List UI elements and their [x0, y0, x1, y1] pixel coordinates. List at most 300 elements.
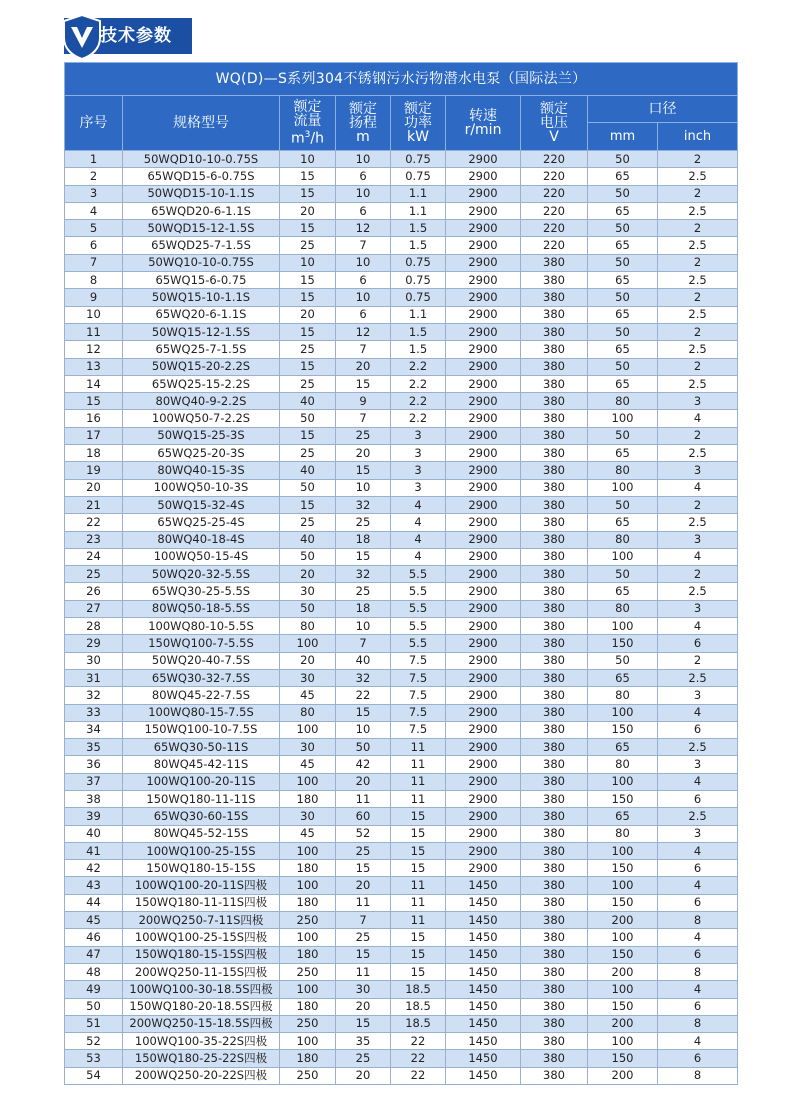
table-row	[65, 998, 738, 1015]
cell-bore-mm: 65	[588, 514, 658, 531]
cell-bore-inch: 2.5	[658, 306, 738, 323]
cell-bore-mm: 50	[588, 185, 658, 202]
cell-flow: 25	[280, 341, 336, 358]
cell-power: 5.5	[391, 635, 446, 652]
cell-model: 65WQ25-20-3S	[123, 445, 280, 462]
cell-flow: 100	[280, 635, 336, 652]
cell-bore-inch: 2	[658, 151, 738, 168]
cell-power: 3	[391, 445, 446, 462]
cell-voltage: 380	[521, 687, 588, 704]
cell-model: 150WQ100-10-7.5S	[123, 721, 280, 738]
cell-flow: 30	[280, 808, 336, 825]
cell-head: 15	[336, 1015, 391, 1032]
cell-flow: 10	[280, 254, 336, 271]
cell-voltage: 380	[521, 1015, 588, 1032]
cell-speed: 2900	[446, 202, 521, 219]
cell-bore-inch: 3	[658, 687, 738, 704]
table-row	[65, 185, 738, 202]
cell-head: 60	[336, 808, 391, 825]
cell-bore-mm: 65	[588, 583, 658, 600]
cell-model: 50WQ15-10-1.1S	[123, 289, 280, 306]
cell-speed: 2900	[446, 462, 521, 479]
cell-bore-mm: 50	[588, 323, 658, 340]
cell-bore-mm: 65	[588, 272, 658, 289]
col-speed: 转速 r/min	[446, 96, 521, 151]
cell-flow: 180	[280, 946, 336, 963]
cell-no: 24	[65, 548, 123, 565]
cell-power: 0.75	[391, 272, 446, 289]
cell-flow: 100	[280, 929, 336, 946]
cell-bore-inch: 4	[658, 877, 738, 894]
cell-no: 35	[65, 739, 123, 756]
cell-bore-mm: 80	[588, 600, 658, 617]
cell-bore-inch: 2.5	[658, 739, 738, 756]
cell-bore-inch: 2.5	[658, 808, 738, 825]
cell-no: 29	[65, 635, 123, 652]
cell-flow: 50	[280, 600, 336, 617]
cell-flow: 25	[280, 445, 336, 462]
cell-model: 65WQ30-60-15S	[123, 808, 280, 825]
table-row	[65, 341, 738, 358]
col-head: 额定 扬程 m	[336, 96, 391, 151]
cell-speed: 1450	[446, 1050, 521, 1067]
cell-voltage: 380	[521, 790, 588, 807]
cell-model: 80WQ40-18-4S	[123, 531, 280, 548]
cell-voltage: 380	[521, 963, 588, 980]
cell-speed: 2900	[446, 306, 521, 323]
cell-bore-mm: 100	[588, 410, 658, 427]
cell-flow: 40	[280, 462, 336, 479]
cell-speed: 1450	[446, 912, 521, 929]
cell-bore-mm: 80	[588, 825, 658, 842]
cell-speed: 2900	[446, 756, 521, 773]
cell-model: 50WQ10-10-0.75S	[123, 254, 280, 271]
cell-power: 1.5	[391, 237, 446, 254]
cell-bore-mm: 200	[588, 963, 658, 980]
cell-power: 11	[391, 790, 446, 807]
cell-model: 80WQ45-42-11S	[123, 756, 280, 773]
cell-flow: 100	[280, 842, 336, 859]
cell-power: 22	[391, 1033, 446, 1050]
cell-speed: 1450	[446, 929, 521, 946]
cell-bore-inch: 2.5	[658, 375, 738, 392]
cell-no: 1	[65, 151, 123, 168]
table-row	[65, 946, 738, 963]
cell-speed: 2900	[446, 341, 521, 358]
cell-no: 23	[65, 531, 123, 548]
cell-head: 15	[336, 860, 391, 877]
table-row	[65, 496, 738, 513]
cell-head: 25	[336, 427, 391, 444]
cell-model: 65WQD20-6-1.1S	[123, 202, 280, 219]
cell-flow: 180	[280, 860, 336, 877]
cell-no: 17	[65, 427, 123, 444]
cell-voltage: 220	[521, 237, 588, 254]
cell-model: 80WQ40-15-3S	[123, 462, 280, 479]
cell-model: 65WQD25-7-1.5S	[123, 237, 280, 254]
table-row	[65, 687, 738, 704]
cell-bore-mm: 200	[588, 1015, 658, 1032]
cell-bore-inch: 2	[658, 323, 738, 340]
cell-model: 100WQ100-25-15S	[123, 842, 280, 859]
table-row	[65, 721, 738, 738]
cell-bore-inch: 8	[658, 1015, 738, 1032]
cell-flow: 20	[280, 566, 336, 583]
cell-voltage: 380	[521, 929, 588, 946]
table-row	[65, 566, 738, 583]
cell-voltage: 380	[521, 825, 588, 842]
cell-power: 1.5	[391, 341, 446, 358]
table-row	[65, 790, 738, 807]
cell-no: 5	[65, 220, 123, 237]
cell-power: 15	[391, 825, 446, 842]
cell-head: 20	[336, 998, 391, 1015]
cell-power: 15	[391, 860, 446, 877]
cell-voltage: 380	[521, 289, 588, 306]
cell-voltage: 380	[521, 272, 588, 289]
cell-power: 0.75	[391, 151, 446, 168]
cell-bore-inch: 2.5	[658, 445, 738, 462]
cell-no: 16	[65, 410, 123, 427]
cell-bore-mm: 65	[588, 202, 658, 219]
cell-head: 6	[336, 306, 391, 323]
cell-voltage: 380	[521, 721, 588, 738]
cell-flow: 180	[280, 998, 336, 1015]
cell-power: 1.5	[391, 220, 446, 237]
cell-flow: 45	[280, 687, 336, 704]
cell-speed: 2900	[446, 445, 521, 462]
cell-bore-inch: 2	[658, 220, 738, 237]
cell-no: 39	[65, 808, 123, 825]
cell-no: 6	[65, 237, 123, 254]
cell-no: 14	[65, 375, 123, 392]
table-row	[65, 1015, 738, 1032]
cell-voltage: 380	[521, 756, 588, 773]
cell-power: 15	[391, 842, 446, 859]
col-bore-mm: mm	[588, 123, 658, 151]
cell-voltage: 380	[521, 462, 588, 479]
table-row	[65, 531, 738, 548]
cell-power: 7.5	[391, 669, 446, 686]
cell-bore-inch: 3	[658, 600, 738, 617]
cell-speed: 2900	[446, 514, 521, 531]
cell-bore-inch: 3	[658, 462, 738, 479]
cell-bore-mm: 50	[588, 427, 658, 444]
table-row	[65, 652, 738, 669]
table-row	[65, 739, 738, 756]
cell-model: 100WQ50-10-3S	[123, 479, 280, 496]
table-row	[65, 445, 738, 462]
section-title: 技术参数	[100, 26, 172, 46]
cell-head: 7	[336, 410, 391, 427]
cell-head: 10	[336, 254, 391, 271]
cell-no: 20	[65, 479, 123, 496]
cell-flow: 15	[280, 427, 336, 444]
cell-voltage: 380	[521, 306, 588, 323]
cell-speed: 2900	[446, 618, 521, 635]
table-row	[65, 202, 738, 219]
cell-flow: 15	[280, 358, 336, 375]
cell-bore-inch: 4	[658, 842, 738, 859]
cell-model: 50WQ15-12-1.5S	[123, 323, 280, 340]
cell-voltage: 380	[521, 894, 588, 911]
cell-power: 4	[391, 548, 446, 565]
cell-bore-inch: 6	[658, 998, 738, 1015]
cell-bore-mm: 100	[588, 479, 658, 496]
cell-bore-inch: 4	[658, 704, 738, 721]
table-row	[65, 981, 738, 998]
cell-speed: 2900	[446, 566, 521, 583]
cell-speed: 1450	[446, 981, 521, 998]
cell-power: 11	[391, 877, 446, 894]
cell-bore-inch: 2	[658, 566, 738, 583]
cell-no: 19	[65, 462, 123, 479]
cell-voltage: 220	[521, 220, 588, 237]
cell-model: 50WQD15-12-1.5S	[123, 220, 280, 237]
cell-flow: 100	[280, 1033, 336, 1050]
cell-speed: 2900	[446, 669, 521, 686]
table-row	[65, 323, 738, 340]
cell-voltage: 380	[521, 652, 588, 669]
cell-power: 1.1	[391, 202, 446, 219]
cell-power: 3	[391, 479, 446, 496]
cell-voltage: 380	[521, 600, 588, 617]
cell-model: 100WQ50-7-2.2S	[123, 410, 280, 427]
cell-voltage: 380	[521, 912, 588, 929]
cell-bore-inch: 2.5	[658, 272, 738, 289]
cell-bore-inch: 8	[658, 912, 738, 929]
cell-no: 27	[65, 600, 123, 617]
cell-no: 28	[65, 618, 123, 635]
table-row	[65, 151, 738, 168]
cell-model: 50WQ20-40-7.5S	[123, 652, 280, 669]
cell-bore-inch: 4	[658, 410, 738, 427]
cell-head: 40	[336, 652, 391, 669]
cell-voltage: 380	[521, 341, 588, 358]
table-row	[65, 825, 738, 842]
cell-head: 11	[336, 894, 391, 911]
cell-speed: 2900	[446, 237, 521, 254]
cell-speed: 2900	[446, 825, 521, 842]
cell-speed: 2900	[446, 704, 521, 721]
cell-bore-mm: 65	[588, 669, 658, 686]
cell-model: 50WQ15-25-3S	[123, 427, 280, 444]
cell-bore-mm: 65	[588, 739, 658, 756]
cell-bore-mm: 150	[588, 635, 658, 652]
cell-bore-mm: 150	[588, 790, 658, 807]
cell-speed: 2900	[446, 583, 521, 600]
cell-model: 150WQ180-11-11S	[123, 790, 280, 807]
cell-bore-inch: 2	[658, 254, 738, 271]
cell-head: 15	[336, 548, 391, 565]
cell-flow: 25	[280, 237, 336, 254]
cell-bore-mm: 100	[588, 618, 658, 635]
cell-speed: 2900	[446, 410, 521, 427]
cell-bore-mm: 100	[588, 842, 658, 859]
cell-flow: 50	[280, 410, 336, 427]
cell-head: 42	[336, 756, 391, 773]
cell-model: 100WQ80-15-7.5S	[123, 704, 280, 721]
cell-bore-inch: 6	[658, 635, 738, 652]
cell-bore-inch: 8	[658, 1067, 738, 1084]
cell-bore-mm: 65	[588, 445, 658, 462]
cell-bore-inch: 2	[658, 652, 738, 669]
cell-model: 50WQ15-20-2.2S	[123, 358, 280, 375]
cell-no: 33	[65, 704, 123, 721]
cell-head: 10	[336, 721, 391, 738]
cell-speed: 1450	[446, 1015, 521, 1032]
col-no: 序号	[65, 96, 123, 151]
cell-speed: 1450	[446, 1067, 521, 1084]
cell-no: 11	[65, 323, 123, 340]
cell-power: 2.2	[391, 375, 446, 392]
cell-bore-mm: 65	[588, 341, 658, 358]
table-row	[65, 462, 738, 479]
cell-model: 80WQ45-52-15S	[123, 825, 280, 842]
cell-model: 150WQ180-20-18.5S四极	[123, 998, 280, 1015]
cell-model: 100WQ100-30-18.5S四极	[123, 981, 280, 998]
cell-voltage: 220	[521, 185, 588, 202]
cell-no: 21	[65, 496, 123, 513]
table-row	[65, 860, 738, 877]
cell-no: 40	[65, 825, 123, 842]
cell-head: 10	[336, 289, 391, 306]
cell-bore-inch: 2.5	[658, 669, 738, 686]
cell-no: 13	[65, 358, 123, 375]
cell-bore-mm: 100	[588, 773, 658, 790]
cell-no: 46	[65, 929, 123, 946]
cell-no: 30	[65, 652, 123, 669]
cell-model: 50WQD15-10-1.1S	[123, 185, 280, 202]
cell-head: 11	[336, 790, 391, 807]
cell-head: 52	[336, 825, 391, 842]
cell-no: 36	[65, 756, 123, 773]
cell-bore-inch: 6	[658, 721, 738, 738]
table-row	[65, 773, 738, 790]
cell-flow: 40	[280, 531, 336, 548]
cell-speed: 2900	[446, 860, 521, 877]
table-row	[65, 1033, 738, 1050]
table-row	[65, 375, 738, 392]
cell-bore-mm: 200	[588, 912, 658, 929]
cell-voltage: 380	[521, 981, 588, 998]
cell-flow: 100	[280, 773, 336, 790]
cell-bore-mm: 65	[588, 375, 658, 392]
table-row	[65, 1067, 738, 1084]
cell-head: 20	[336, 358, 391, 375]
col-model: 规格型号	[123, 96, 280, 151]
cell-bore-inch: 4	[658, 981, 738, 998]
cell-head: 9	[336, 393, 391, 410]
table-row	[65, 410, 738, 427]
cell-no: 2	[65, 168, 123, 185]
cell-no: 42	[65, 860, 123, 877]
cell-voltage: 380	[521, 323, 588, 340]
cell-head: 18	[336, 531, 391, 548]
cell-power: 4	[391, 514, 446, 531]
cell-bore-inch: 6	[658, 790, 738, 807]
cell-bore-mm: 50	[588, 254, 658, 271]
cell-voltage: 380	[521, 842, 588, 859]
cell-bore-inch: 4	[658, 773, 738, 790]
cell-voltage: 380	[521, 860, 588, 877]
cell-bore-mm: 150	[588, 721, 658, 738]
cell-bore-mm: 65	[588, 306, 658, 323]
cell-power: 2.2	[391, 393, 446, 410]
cell-no: 3	[65, 185, 123, 202]
cell-head: 30	[336, 981, 391, 998]
cell-power: 0.75	[391, 254, 446, 271]
cell-no: 52	[65, 1033, 123, 1050]
cell-head: 25	[336, 514, 391, 531]
cell-head: 10	[336, 479, 391, 496]
cell-model: 50WQ15-32-4S	[123, 496, 280, 513]
cell-no: 4	[65, 202, 123, 219]
cell-bore-inch: 2.5	[658, 514, 738, 531]
cell-bore-mm: 100	[588, 1033, 658, 1050]
cell-head: 7	[336, 635, 391, 652]
cell-bore-inch: 2.5	[658, 237, 738, 254]
cell-no: 26	[65, 583, 123, 600]
cell-head: 7	[336, 237, 391, 254]
cell-model: 80WQ50-18-5.5S	[123, 600, 280, 617]
cell-model: 200WQ250-20-22S四极	[123, 1067, 280, 1084]
cell-head: 25	[336, 583, 391, 600]
table-row	[65, 669, 738, 686]
cell-flow: 20	[280, 202, 336, 219]
cell-power: 22	[391, 1050, 446, 1067]
cell-voltage: 380	[521, 445, 588, 462]
cell-no: 8	[65, 272, 123, 289]
cell-no: 48	[65, 963, 123, 980]
cell-voltage: 380	[521, 704, 588, 721]
cell-model: 65WQ25-25-4S	[123, 514, 280, 531]
cell-power: 11	[391, 739, 446, 756]
cell-bore-mm: 80	[588, 687, 658, 704]
cell-bore-mm: 100	[588, 929, 658, 946]
cell-flow: 180	[280, 894, 336, 911]
cell-model: 200WQ250-15-18.5S四极	[123, 1015, 280, 1032]
cell-no: 53	[65, 1050, 123, 1067]
cell-flow: 50	[280, 479, 336, 496]
cell-head: 6	[336, 202, 391, 219]
cell-no: 12	[65, 341, 123, 358]
cell-power: 7.5	[391, 721, 446, 738]
cell-no: 10	[65, 306, 123, 323]
cell-power: 18.5	[391, 1015, 446, 1032]
cell-speed: 1450	[446, 877, 521, 894]
cell-bore-inch: 3	[658, 756, 738, 773]
cell-model: 100WQ100-25-15S四极	[123, 929, 280, 946]
cell-bore-mm: 150	[588, 894, 658, 911]
cell-bore-inch: 4	[658, 548, 738, 565]
cell-model: 150WQ180-15-15S四极	[123, 946, 280, 963]
cell-head: 12	[336, 323, 391, 340]
cell-power: 5.5	[391, 583, 446, 600]
cell-flow: 30	[280, 583, 336, 600]
spec-table	[64, 62, 738, 1085]
cell-flow: 50	[280, 548, 336, 565]
cell-flow: 15	[280, 185, 336, 202]
table-row	[65, 929, 738, 946]
cell-power: 4	[391, 531, 446, 548]
table-row	[65, 289, 738, 306]
cell-voltage: 380	[521, 410, 588, 427]
cell-flow: 25	[280, 375, 336, 392]
cell-voltage: 220	[521, 202, 588, 219]
cell-speed: 2900	[446, 254, 521, 271]
table-title: WQ(D)—S系列304不锈钢污水污物潜水电泵（国际法兰）	[65, 63, 738, 96]
